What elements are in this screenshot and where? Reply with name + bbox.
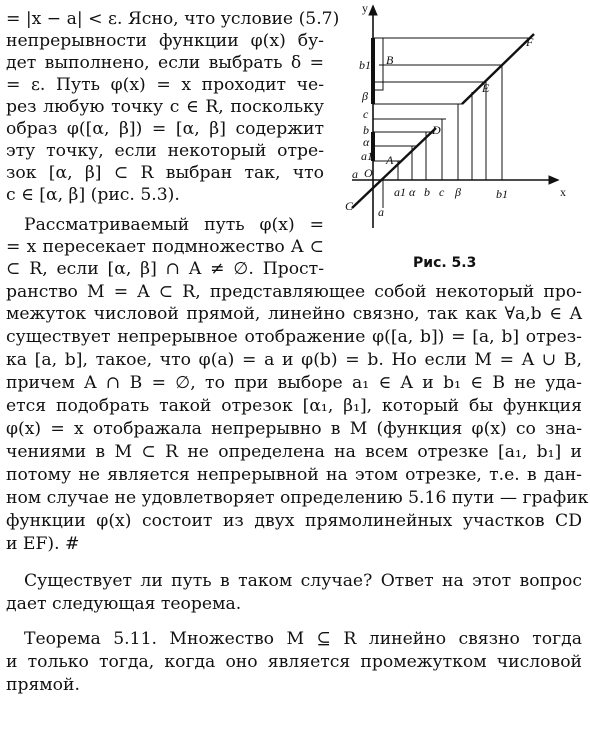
text-line: причем A ∩ B = ∅, то при выборе a₁ ∈ A и b₁ ∈ B не уда-: [6, 373, 582, 393]
text-line: образ φ([α, β]) = [α, β] содержит: [6, 119, 324, 139]
text-line: ка [a, b], такое, что φ(a) = a и φ(b) = b. Но если M = A ∪ B,: [6, 350, 582, 370]
text-line: = x пересекает подмножество A ⊂: [6, 237, 324, 257]
text-line: дает следующая теорема.: [6, 594, 242, 614]
xtick-a1: a1: [394, 185, 406, 199]
horizontal-lines: [373, 38, 530, 161]
point-a-label: A: [386, 153, 394, 167]
ytick-a1: a1: [361, 149, 373, 163]
point-c-label: C: [345, 199, 354, 213]
text-line: рез любую точку c ∈ R, поскольку: [6, 97, 324, 117]
text-line: c ∈ [α, β] (рис. 5.3).: [6, 185, 180, 205]
text-line: и только тогда, когда оно является промежутком числовой: [6, 652, 582, 672]
text-line: эту точку, если некоторый отре-: [6, 141, 324, 161]
axis-a-label: a: [378, 205, 384, 219]
segment-ef: [462, 34, 534, 104]
text-line: ется подобрать такой отрезок [α₁, β₁], который бы функция: [6, 396, 582, 416]
text-line: ранство M = A ⊂ R, представляющее собой некоторый про-: [6, 282, 582, 302]
text-line: φ(x) = x отображала непрерывно в M (функция φ(x) со зна-: [6, 419, 582, 439]
text-line: непрерывности функции φ(x) бу-: [6, 31, 324, 51]
text-line: = |x − a| < ε. Ясно, что условие (5.7): [6, 9, 340, 29]
text-line: существует непрерывное отображение φ([a, b]) = [a, b] отрез-: [6, 327, 582, 347]
axis-x-label: x: [560, 185, 566, 199]
text-line: ном случае не удовлетворяет определению 5.16 пути — график: [6, 488, 589, 508]
figure-caption: Рис. 5.3: [413, 255, 477, 271]
text-line: потому не является непрерывной на этом отрезке, т.е. в дан-: [6, 465, 582, 485]
text-line: ⊂ R, если [α, β] ∩ A ≠ ∅. Прост-: [6, 259, 324, 279]
figure-5-3: [346, 0, 582, 232]
xtick-c: c: [439, 185, 445, 199]
text-line: функции φ(x) состоит из двух прямолинейных участков CD: [6, 511, 582, 531]
xtick-beta: β: [455, 185, 461, 199]
axis-y-label: y: [362, 1, 368, 15]
text-line: прямой.: [6, 675, 80, 695]
text-line: = ε. Путь φ(x) = x проходит че-: [6, 75, 324, 95]
xtick-b: b: [424, 185, 430, 199]
text-line: Существует ли путь в таком случае? Ответ на этот вопрос: [24, 571, 582, 591]
ytick-beta: β: [362, 89, 368, 103]
ytick-b1: b1: [359, 58, 371, 72]
point-f-label: F: [526, 35, 534, 49]
text-line: дет выполнено, если выбрать δ =: [6, 53, 324, 73]
text-line: межуток числовой прямой, линейно связно, так как ∀a,b ∈ A: [6, 304, 582, 324]
ytick-a: a: [352, 167, 358, 181]
text-line: и EF). #: [6, 534, 80, 554]
xtick-b1: b1: [496, 187, 508, 201]
theorem-title-line: Теорема 5.11. Множество M ⊆ R линейно связно тогда: [24, 629, 582, 649]
ytick-c: c: [363, 107, 369, 121]
point-d-label: D: [432, 123, 441, 137]
text-line: чениями в M ⊂ R не определена на всем отрезке [a₁, b₁] и: [6, 442, 582, 462]
text-line: зок [α, β] ⊂ R выбран так, что: [6, 163, 324, 183]
xtick-alpha: α: [409, 185, 416, 199]
text-line: Рассматриваемый путь φ(x) =: [24, 215, 324, 235]
point-b-label: B: [386, 53, 394, 67]
origin-label: O: [364, 166, 373, 180]
ytick-alpha: α: [363, 135, 370, 149]
ytick-b: b: [363, 123, 369, 137]
point-e-label: E: [482, 81, 490, 95]
